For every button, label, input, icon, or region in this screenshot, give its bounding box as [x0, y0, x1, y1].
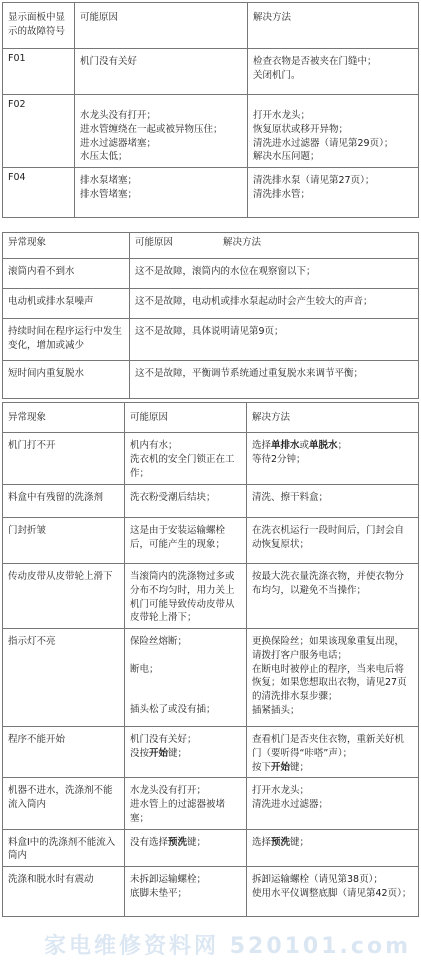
solution-cell — [247, 829, 419, 867]
header-row — [3, 233, 419, 259]
text-segment: 键； — [290, 836, 310, 848]
text-segment: 按最大洗衣量洗涤衣物，并使衣物分布均匀，以避免不当操作； — [252, 571, 405, 596]
cause-cell — [125, 727, 247, 778]
troubleshooting-table — [2, 402, 419, 917]
text-line — [252, 784, 413, 798]
symptom-cell: 传动皮带从皮带轮上滑下 — [3, 564, 125, 629]
table-row — [3, 727, 419, 778]
text-line — [252, 761, 413, 775]
symptom-cell: 持续时间在程序运行中发生变化，增加或减少 — [3, 319, 130, 361]
bold-key-name: 单脱水 — [309, 440, 338, 451]
text-line: 未拆卸运输螺栓； — [130, 874, 207, 886]
solution-cell — [248, 49, 419, 95]
fault-code-table — [2, 2, 419, 218]
text-segment: 或 — [299, 440, 310, 451]
cause-cell — [125, 433, 247, 485]
text-line: 插头松了或没有插； — [130, 703, 216, 715]
text-line — [130, 733, 241, 747]
symptom-cell: 滚筒内看不到水 — [3, 259, 130, 289]
table-row — [3, 289, 419, 319]
text-segment: ； — [337, 440, 348, 451]
text-line: 清洗排水泵（请见第27页）； — [253, 175, 375, 187]
text-line — [252, 570, 413, 598]
solution-cell — [247, 727, 419, 778]
text-line: 检查衣物是否被夹在门缝中； — [253, 56, 377, 67]
text-line: 水龙头没有打开； — [130, 785, 207, 797]
text-line — [130, 747, 241, 761]
cause-cell — [125, 518, 247, 564]
table-row — [3, 95, 419, 168]
explanation-cell: 这不是故障，平衡调节系统通过重复脱水来调节平衡； — [130, 361, 419, 399]
symptom-cell: 机门打不开 — [3, 433, 125, 485]
bold-key-name: 预洗 — [271, 836, 291, 848]
text-line — [252, 836, 413, 850]
column-header: 显示面板中显示的故障符号 — [3, 3, 75, 49]
text-segment: 等待2分钟； — [252, 453, 306, 465]
cause-cell — [125, 778, 247, 829]
cause-cell — [125, 629, 247, 727]
text-line: 当滚筒内的洗涤物过多或分布不均匀时，用力关上机门可能导致传动皮带从皮带轮上滑下； — [130, 571, 235, 624]
table-row — [3, 49, 419, 95]
table-row — [3, 867, 419, 917]
table-row — [3, 319, 419, 361]
table-row — [3, 485, 419, 518]
cause-cell — [75, 95, 248, 168]
header-cause: 可能原因 — [135, 237, 174, 248]
table-row — [3, 518, 419, 564]
text-line: 进水管缠绕在一起或被异物压住； — [80, 123, 223, 135]
text-line — [130, 836, 241, 850]
column-header: 解决方法 — [247, 403, 419, 433]
fault-code: F04 — [3, 168, 75, 218]
text-line: 机门没有关好 — [80, 56, 138, 67]
text-line: 进水过滤器堵塞； — [80, 137, 157, 149]
text-segment: 更换保险丝；如果该现象重复出现，请拨打客户服务电话； — [252, 636, 405, 661]
text-line — [252, 873, 413, 887]
cause-cell — [75, 49, 248, 95]
text-line — [252, 453, 413, 467]
symptom-cell: 指示灯不亮 — [3, 629, 125, 727]
explanation-cell: 这不是故障，具体说明请见第9页； — [130, 319, 419, 361]
text-segment: 没按 — [130, 747, 150, 759]
text-line — [252, 704, 413, 718]
text-line: 洗衣粉受潮后结块； — [130, 492, 216, 503]
bold-key-name: 预洗 — [168, 836, 188, 848]
text-line: 保险丝熔断； — [130, 636, 188, 648]
cause-cell — [125, 564, 247, 629]
text-line: 清洗排水管； — [253, 188, 311, 200]
bold-key-name: 单排水 — [271, 440, 300, 451]
text-segment: 键； — [290, 761, 310, 773]
table-row — [3, 629, 419, 727]
symptom-cell: 料盒I中的洗涤剂不能流入筒内 — [3, 829, 125, 867]
text-line: 水压太低； — [80, 151, 128, 163]
solution-cell — [247, 564, 419, 629]
cause-cell — [75, 168, 248, 218]
header-row — [3, 3, 419, 49]
text-segment: 没有选择 — [130, 836, 169, 848]
column-header: 异常现象 — [3, 233, 130, 259]
text-line — [252, 491, 413, 505]
table-row — [3, 778, 419, 829]
text-segment: 在断电时被停止的程序，当来电后将恢复；如果您想取出衣物，请见27页的清洗排水泵步骤； — [252, 663, 407, 703]
text-line: 水龙头没有打开； — [80, 110, 157, 121]
text-segment: 清洗进水过滤器； — [252, 799, 329, 811]
table-row — [3, 433, 419, 485]
header-solution: 解决方法 — [223, 237, 262, 248]
solution-cell — [247, 518, 419, 564]
text-line — [252, 798, 413, 812]
text-line: 进水管上的过滤器被堵塞； — [130, 799, 226, 824]
text-segment: 清洗、擦干料盒； — [252, 492, 329, 503]
text-line: 排水泵堵塞； — [80, 175, 138, 187]
text-line: 解决水压问题； — [253, 151, 320, 163]
solution-cell — [247, 629, 419, 727]
solution-cell — [247, 485, 419, 518]
symptom-cell: 短时间内重复脱水 — [3, 361, 130, 399]
symptom-cell: 门封折皱 — [3, 518, 125, 564]
text-segment: 打开水龙头； — [252, 785, 310, 797]
bold-key-name: 开始 — [271, 761, 291, 773]
table-row — [3, 259, 419, 289]
column-header: 可能原因 — [125, 403, 247, 433]
bold-key-name: 开始 — [149, 747, 169, 759]
text-line — [252, 663, 413, 704]
column-header: 可能原因 — [75, 3, 248, 49]
text-line: 底脚未垫平； — [130, 887, 188, 899]
cause-cell — [125, 485, 247, 518]
solution-cell — [247, 433, 419, 485]
table-row — [3, 564, 419, 629]
explanation-cell: 这不是故障，滚筒内的水位在观察窗以下； — [130, 259, 419, 289]
text-line: 断电； — [130, 663, 159, 675]
symptom-cell: 程序不能开始 — [3, 727, 125, 778]
text-line — [252, 733, 413, 761]
text-line — [252, 887, 413, 901]
text-segment: 键； — [187, 836, 207, 848]
text-segment: 按下 — [252, 761, 272, 773]
text-segment: 在洗衣机运行一段时间后，门封会自动恢复原状； — [252, 525, 405, 550]
solution-cell — [247, 867, 419, 917]
symptom-cell: 电动机或排水泵噪声 — [3, 289, 130, 319]
cause-cell — [125, 867, 247, 917]
table-row — [3, 361, 419, 399]
text-line: 这是由于安装运输螺栓后，可能产生的现象； — [130, 525, 226, 550]
text-line — [252, 524, 413, 552]
text-line: 清洗进水过滤器（请见第29页）； — [253, 137, 394, 149]
abnormal-phenomena-table — [2, 232, 419, 399]
text-segment: 查看机门是否夹住衣物，重新关好机门（要听得“咔嗒”声）； — [252, 734, 405, 759]
text-line — [252, 439, 413, 453]
column-header: 解决方法 — [248, 3, 419, 49]
cause-cell — [125, 829, 247, 867]
text-segment: 选择 — [252, 440, 272, 451]
column-header: 异常现象 — [3, 403, 125, 433]
text-line: 机内有水； — [130, 440, 178, 451]
solution-cell — [247, 778, 419, 829]
solution-cell — [248, 95, 419, 168]
text-line — [252, 635, 413, 663]
text-segment: 使用水平仪调整底脚（请见第42页）； — [252, 887, 412, 899]
symptom-cell: 洗涤和脱水时有震动 — [3, 867, 125, 917]
watermark: 家电维修资料网 520101.com — [44, 934, 411, 960]
text-line: 排水管堵塞； — [80, 188, 138, 200]
symptom-cell: 机器不进水，洗涤剂不能流入筒内 — [3, 778, 125, 829]
column-header — [130, 233, 419, 259]
text-segment: 键； — [168, 747, 188, 759]
text-line: 恢复原状或移开异物； — [253, 123, 349, 135]
table-row — [3, 168, 419, 218]
header-row — [3, 403, 419, 433]
text-segment: 选择 — [252, 836, 272, 848]
symptom-cell: 料盒中有残留的洗涤剂 — [3, 485, 125, 518]
text-line: 洗衣机的安全门锁正在工作； — [130, 453, 235, 479]
table-row — [3, 829, 419, 867]
fault-code: F01 — [3, 49, 75, 95]
text-segment: 拆卸运输螺栓（请见第38页）； — [252, 874, 383, 886]
text-segment: 插紧插头； — [252, 704, 300, 716]
explanation-cell: 这不是故障，电动机或排水泵起动时会产生较大的声音； — [130, 289, 419, 319]
solution-cell — [248, 168, 419, 218]
text-line: 打开水龙头； — [253, 110, 311, 121]
fault-code: F02 — [3, 95, 75, 168]
text-line: 关闭机门。 — [253, 69, 301, 81]
text-segment: 机门没有关好； — [130, 734, 197, 746]
